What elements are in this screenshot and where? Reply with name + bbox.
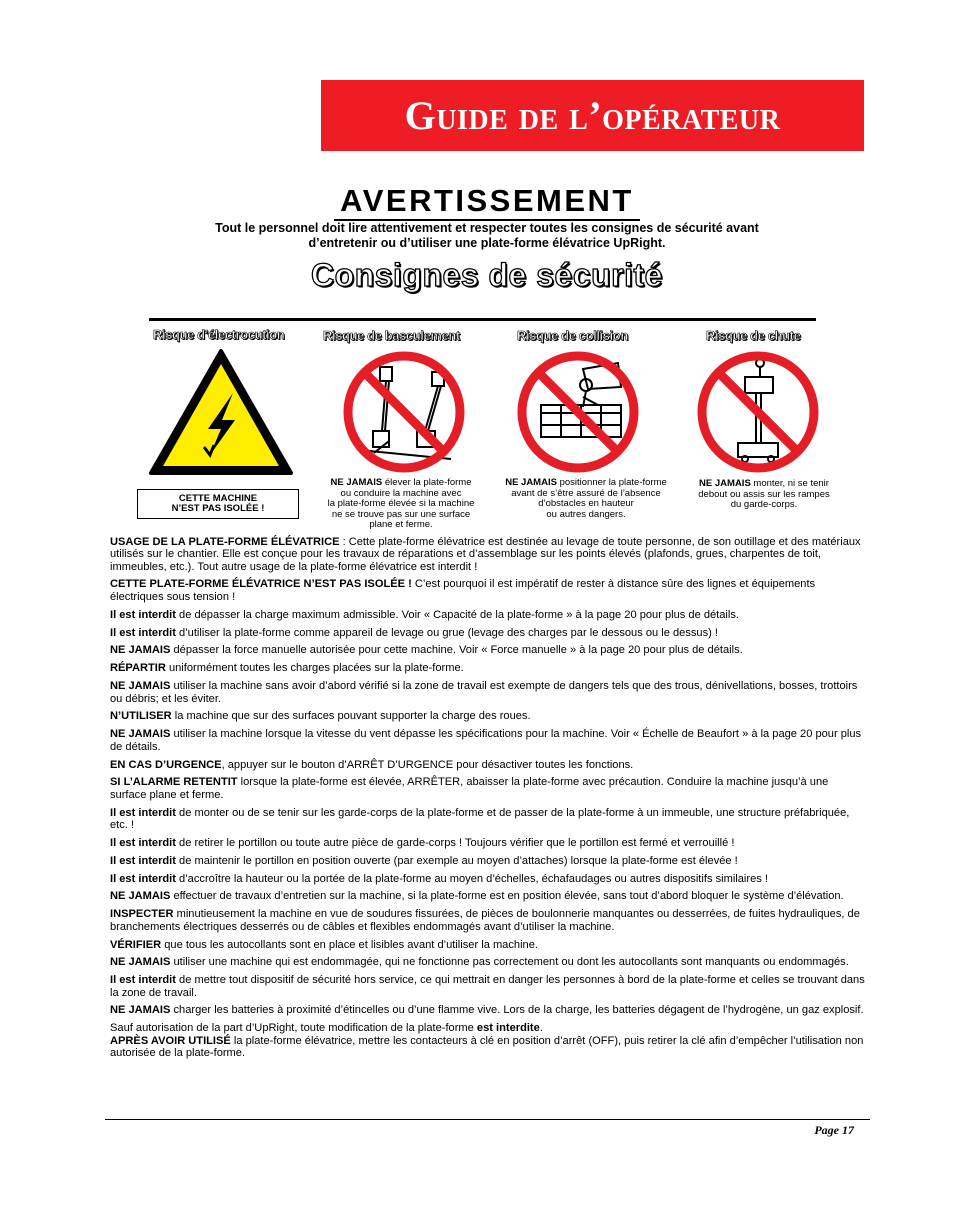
collision-caption-bold: NE JAMAIS: [505, 477, 557, 488]
authorization-text: Sauf autorisation de la part d’UpRight, toute modification de la plate-forme: [110, 1022, 477, 1035]
collision-caption-line-1: positionner la plate-forme: [556, 477, 667, 488]
safety-rule: [110, 956, 867, 968]
safety-rule-text: dépasser la force manuelle autorisée pour cette machine. Voir « Force manuelle » à la page 20 pour plus de détails.: [170, 644, 743, 657]
fall-caption-line-2: debout ou assis sur les rampes: [698, 488, 830, 500]
safety-rule-lead: NE JAMAIS: [110, 680, 171, 693]
page-number: Page 17: [814, 1123, 854, 1137]
collision-caption-line-3: d’obstacles en hauteur: [538, 498, 634, 510]
safety-rule-text: de monter ou de se tenir sur les garde-corps de la plate-forme et de passer de la plate-forme à un immeuble, une structure préfabriquée, etc. !: [110, 806, 850, 831]
safety-rule: [110, 873, 867, 885]
safety-rule: [110, 644, 867, 656]
section-title: Consignes de sécurité: [311, 257, 663, 293]
tipping-caption-line-4: ne se trouve pas sur une surface: [331, 508, 471, 520]
safety-rule-text: d’utiliser la plate-forme comme appareil de levage ou grue (levage des charges par le dessous ou le dessus) !: [175, 626, 719, 639]
risk-title-electrocution: Risque d’électrocution: [153, 327, 285, 342]
footer-divider: [105, 1119, 870, 1120]
safety-rule-text: utiliser une machine qui est endommagée, qui ne fonctionne pas correctement ou dont les autocollants sont manquants ou endommagés.: [170, 956, 849, 969]
safety-rule: [110, 939, 867, 951]
tipping-caption-line-5: plane et ferme.: [369, 519, 433, 531]
safety-rule-lead: Il est interdit: [110, 836, 176, 849]
safety-rule-text: , appuyer sur le bouton d’ARRÊT D’URGENCE pour désactiver toutes les fonctions.: [221, 758, 634, 771]
safety-rule-lead: NE JAMAIS: [110, 644, 171, 657]
section-divider: [149, 318, 816, 321]
safety-rule-lead: USAGE DE LA PLATE-FORME ÉLÉVATRICE: [110, 536, 340, 548]
electrical-hazard-icon: [148, 347, 294, 477]
safety-rule-lead: VÉRIFIER: [110, 938, 162, 951]
fall-caption-line-3: du garde-corps.: [730, 499, 798, 511]
safety-rule-text: utiliser la machine sans avoir d’abord vérifié si la zone de travail est exempte de dangers tels que des trous, dénivellations, bosses, trottoirs ou débris; et les éviter.: [110, 680, 858, 705]
tipping-prohibited-icon: [339, 347, 469, 477]
safety-rule-lead: RÉPARTIR: [110, 662, 166, 675]
guide-title-banner: [321, 80, 864, 151]
safety-rule-lead: CETTE PLATE-FORME ÉLÉVATRICE N’EST PAS ISOLÉE !: [110, 578, 412, 591]
safety-rule-text: la machine que sur des surfaces pouvant supporter la charge des roues.: [171, 710, 531, 723]
fall-caption: [680, 479, 848, 511]
not-insulated-line-1: CETTE MACHINE: [178, 492, 258, 504]
safety-rule-text: d’accroître la hauteur ou la portée de la plate-forme au moyen d’échelles, échafaudages ou autres dispositifs similaires !: [175, 872, 768, 885]
safety-rule: [110, 974, 867, 999]
warning-text: [150, 221, 824, 250]
fall-caption-bold: NE JAMAIS: [699, 478, 751, 489]
safety-rule: [110, 662, 867, 674]
safety-rule: [110, 855, 867, 867]
safety-rule: [110, 759, 867, 771]
collision-prohibited-icon: [513, 347, 643, 477]
safety-rule-lead: Il est interdit: [110, 806, 176, 819]
safety-rule: [110, 578, 867, 603]
safety-rule-lead: EN CAS D’URGENCE: [110, 758, 222, 771]
safety-rules-list: [110, 536, 867, 1017]
safety-rule-text: de mettre tout dispositif de sécurité hors service, ce qui mettrait en danger les personnes à bord de la plate-forme et celles se trouvant dans la zone de travail.: [110, 974, 865, 999]
warning-title: AVERTISSEMENT: [334, 184, 640, 221]
safety-rule: [110, 609, 867, 621]
safety-rule-text: lorsque la plate-forme est élevée, ARRÊTER, abaisser la plate-forme avec précaution. Conduire la machine jusqu’à une surface plane et ferme.: [110, 776, 829, 801]
safety-rule: [110, 890, 867, 902]
fall-caption-line-1: monter, ni se tenir: [750, 478, 829, 489]
tipping-caption-line-3: la plate-forme élevée si la machine: [327, 498, 475, 510]
safety-rule-text: : Cette plate-forme élévatrice est destinée au levage de toute personne, de son outillage et des matériaux utilisés sur le chantier. Elle est conçue pour les travaux de réparations et d’assemblage sur les points élevés (plafonds, grues, charpentes de toit, immeubles, etc.). Tout autre usage de la plate-forme élévatrice est interdit !: [110, 536, 861, 573]
safety-rule-text: de maintenir le portillon en position ouverte (par exemple au moyen d’attaches) lorsque la plate-forme est élevée !: [175, 854, 738, 867]
safety-rule: [110, 807, 867, 832]
safety-rule-text: minutieusement la machine en vue de soudures fissurées, de pièces de boulonnerie manquantes ou desserrées, de fuites hydrauliques, de branchements électriques desserrés ou de câbles et flexibles endommagés avant d’utiliser la machine.: [110, 908, 860, 933]
safety-rule: [110, 1004, 867, 1016]
after-use-lead: APRÈS AVOIR UTILISÉ: [110, 1034, 231, 1047]
safety-rule: [110, 908, 867, 933]
safety-rule: [110, 776, 867, 801]
guide-title: Guide de l’opérateur: [404, 93, 781, 138]
tipping-caption: [306, 478, 496, 531]
safety-rule: [110, 627, 867, 639]
authorization-end: .: [539, 1022, 543, 1035]
safety-rule-text: de retirer le portillon ou toute autre pièce de garde-corps ! Toujours vérifier que le portillon est fermé et verrouillé !: [175, 836, 735, 849]
tipping-caption-line-2: ou conduire la machine avec: [340, 487, 462, 499]
risk-title-fall: Risque de chute: [706, 328, 801, 343]
safety-rule-text: utiliser la machine lorsque la vitesse du vent dépasse les spécifications pour la machine. Voir « Échelle de Beaufort » à la page 20 pour plus de détails.: [110, 728, 862, 753]
safety-rule-text: que tous les autocollants sont en place et lisibles avant d’utiliser la machine.: [161, 938, 538, 951]
safety-rule: [110, 536, 867, 573]
safety-rule-text: de dépasser la charge maximum admissible. Voir « Capacité de la plate-forme » à la page 20 pour plus de détails.: [175, 608, 739, 621]
safety-rule: [110, 710, 867, 722]
warning-text-line-2: d’entretenir ou d’utiliser une plate-forme élévatrice UpRight.: [308, 235, 666, 250]
safety-rule-lead: NE JAMAIS: [110, 728, 171, 741]
collision-caption-line-4: ou autres dangers.: [546, 508, 626, 520]
safety-rule-lead: N’UTILISER: [110, 710, 172, 723]
collision-caption-line-2: avant de s’être assuré de l’absence: [511, 487, 661, 499]
safety-rules: [110, 536, 867, 1065]
authorization-note: [110, 1022, 867, 1059]
safety-rule-lead: SI L’ALARME RETENTIT: [110, 776, 238, 789]
safety-rule-lead: Il est interdit: [110, 626, 176, 639]
safety-rule-lead: Il est interdit: [110, 854, 176, 867]
warning-text-line-1: Tout le personnel doit lire attentivement et respecter toutes les consignes de sécurité avant: [215, 221, 759, 235]
tipping-caption-bold: NE JAMAIS: [330, 477, 383, 488]
safety-rule-lead: Il est interdit: [110, 872, 176, 885]
safety-rule-lead: NE JAMAIS: [110, 956, 171, 969]
risk-title-collision: Risque de collision: [517, 328, 628, 343]
safety-rule-lead: INSPECTER: [110, 908, 174, 921]
not-insulated-line-2: N’EST PAS ISOLÉE !: [171, 503, 265, 514]
tipping-caption-line-1: élever la plate-forme: [382, 477, 472, 488]
safety-rule-lead: NE JAMAIS: [110, 1004, 171, 1017]
risk-title-tipping: Risque de basculement: [323, 328, 460, 343]
safety-rule-lead: NE JAMAIS: [110, 890, 171, 903]
fall-prohibited-icon: [693, 347, 823, 477]
safety-rule: [110, 728, 867, 753]
collision-caption: [490, 478, 682, 520]
safety-rule: [110, 837, 867, 849]
not-insulated-label: [137, 489, 299, 519]
safety-rule-text: effectuer de travaux d’entretien sur la machine, si la plate-forme est en position élevée, sans tout d’abord bloquer le système d’élévation.: [170, 890, 844, 903]
safety-rule: [110, 680, 867, 705]
authorization-bold: est interdite: [476, 1022, 540, 1035]
after-use-text: la plate-forme élévatrice, mettre les contacteurs à clé en position d’arrêt (OFF), puis retirer la clé afin d’empêcher l’utilisation non autorisée de la plate-forme.: [110, 1034, 864, 1059]
safety-rule-text: charger les batteries à proximité d’étincelles ou d’une flamme vive. Lors de la charge, les batteries dégagent de l’hydrogène, un gaz explosif.: [170, 1004, 864, 1017]
safety-rule-text: uniformément toutes les charges placées sur la plate-forme.: [165, 662, 464, 675]
safety-rule-lead: Il est interdit: [110, 608, 176, 621]
safety-rule-lead: Il est interdit: [110, 974, 176, 987]
safety-rule-text: C’est pourquoi il est impératif de rester à distance sûre des lignes et équipements électriques sous tension !: [110, 578, 816, 603]
